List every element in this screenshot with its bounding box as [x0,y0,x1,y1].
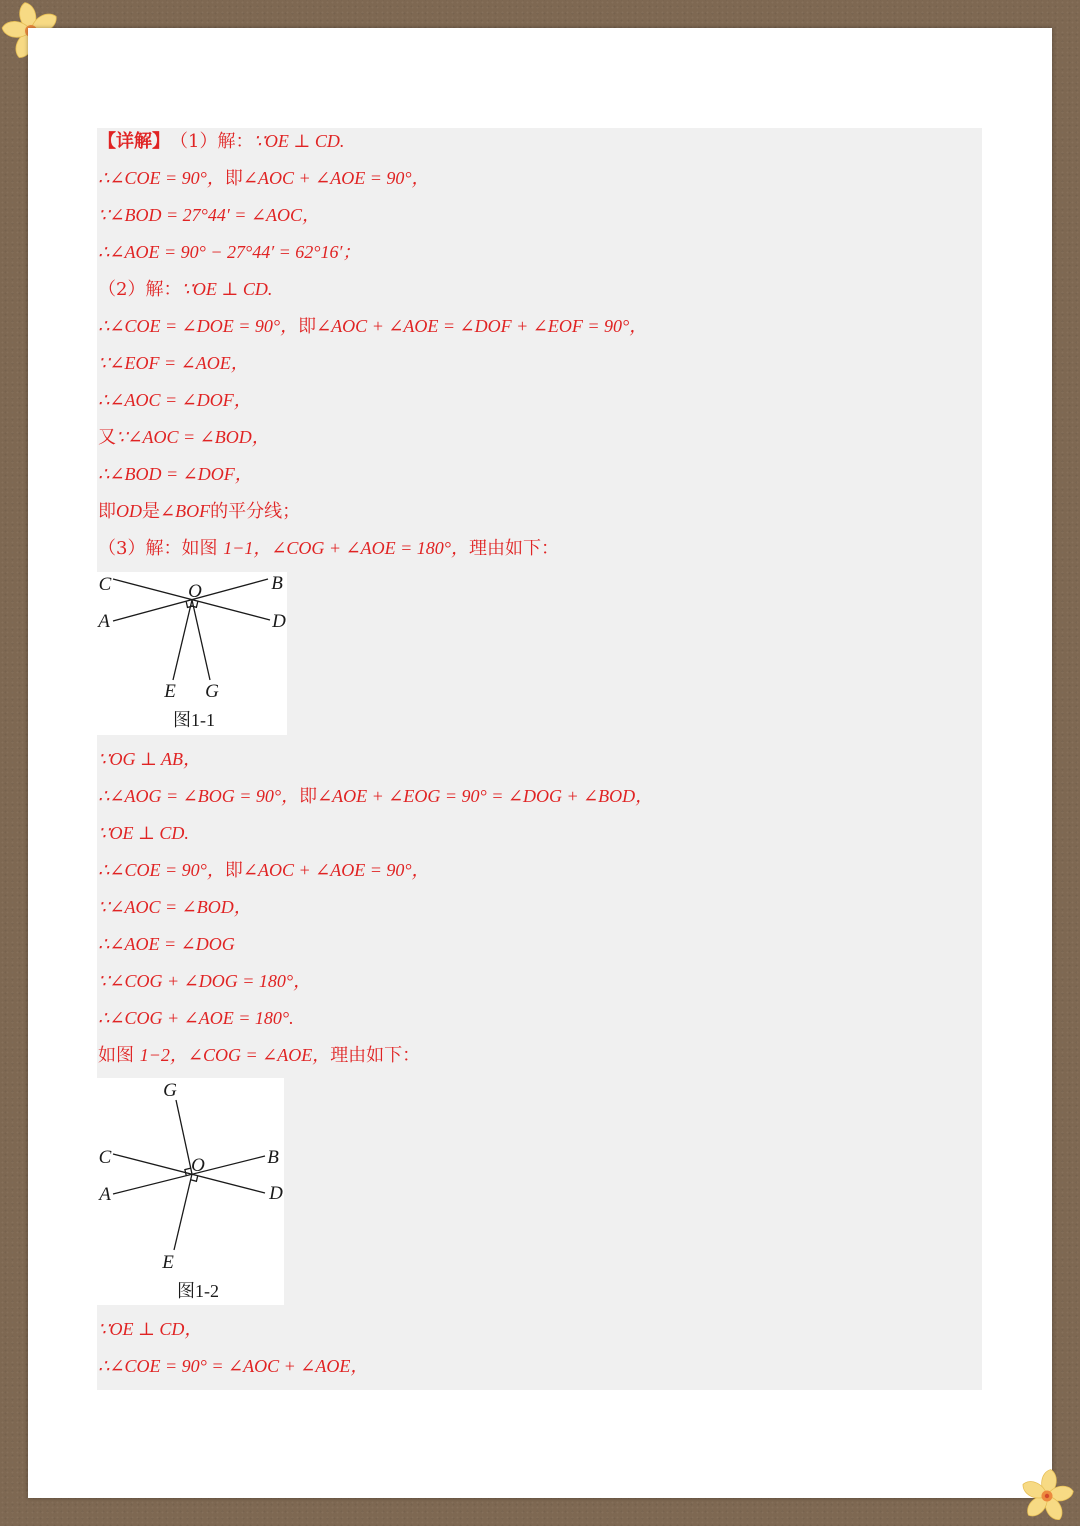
solution-line-23 [98,1348,978,1385]
point-label-b: B [271,573,283,594]
math-expression: ∵OE ⊥ CD， [98,1318,203,1339]
figure-caption: 图1-1 [173,710,215,730]
math-expression: ∴∠COG + ∠AOE = 180°. [98,1007,294,1028]
math-expression: ∴∠AOC = ∠DOF， [98,389,252,410]
point-label-o: O [191,1155,205,1176]
ray-og [176,1100,192,1174]
solution-line-1 [98,123,978,160]
math-expression: ∠AOC + ∠AOE = 90°， [242,859,430,880]
ray-oe [173,600,192,680]
step-label: （3）解：如图 [98,537,224,559]
point-label-a: A [98,611,110,632]
point-label-d: D [272,611,286,632]
math-expression: ∴∠COE = 90° = ∠AOC + ∠AOE， [98,1355,369,1376]
figure-1-2-diagram [97,1078,284,1305]
math-expression: ∴∠AOE = ∠DOG [98,933,235,954]
solution-content [98,123,978,1385]
point-label-o: O [188,581,202,602]
math-expression: ∵OG ⊥ AB， [98,748,202,769]
math-expression: ∵OE ⊥ CD. [253,130,345,151]
chinese-text: 即 [224,167,243,189]
solution-line-12 [98,530,978,567]
math-expression: ∴∠COE = ∠DOE = 90°， [98,315,299,336]
ray-oe [174,1174,192,1250]
chinese-text: 的平分线； [210,500,301,522]
solution-line-19 [98,963,978,1000]
math-expression: ∴∠COE = 90°， [98,167,225,188]
solution-line-6 [98,308,978,345]
point-label-g: G [205,681,219,702]
figure-1-1-diagram [97,572,287,735]
point-label-a: A [99,1184,111,1205]
figure-caption: 图1-2 [177,1281,219,1301]
solution-line-17 [98,889,978,926]
solution-line-15 [98,815,978,852]
solution-line-2 [98,160,978,197]
solution-line-13 [98,741,978,778]
solution-line-20 [98,1000,978,1037]
math-expression: ∴∠BOD = ∠DOF， [98,463,253,484]
point-label-b: B [267,1147,279,1168]
point-label-e: E [164,681,176,702]
solution-line-8 [98,382,978,419]
flower-pistil [1045,1494,1049,1498]
chinese-text: 理由如下： [468,537,559,559]
math-expression: ∠AOC + ∠AOE = 90°， [242,167,430,188]
math-expression: ∠AOE + ∠EOG = 90° = ∠DOG + ∠BOD， [317,785,654,806]
solution-line-18 [98,926,978,963]
solution-line-11 [98,493,978,530]
solution-line-4 [98,234,978,271]
math-expression: ∵∠EOF = ∠AOE， [98,352,249,373]
point-label-g: G [163,1080,177,1101]
math-expression: ∵∠COG + ∠DOG = 180°， [98,970,312,991]
solution-line-16 [98,852,978,889]
step-label: （2）解： [98,278,182,300]
solution-line-5 [98,271,978,308]
solution-line-10 [98,456,978,493]
math-expression: ∴∠COE = 90°， [98,859,225,880]
step-label: （1）解： [170,130,254,152]
math-expression: ∠AOC + ∠AOE = ∠DOF + ∠EOF = 90°， [316,315,648,336]
solution-line-21 [98,1037,978,1074]
chinese-text: 即 [298,315,317,337]
chinese-text: 如图 [98,1044,140,1066]
chinese-text: 又 [98,426,116,448]
math-expression: ∵OE ⊥ CD. [181,278,273,299]
chinese-text: 即 [224,859,243,881]
solution-line-14 [98,778,978,815]
math-expression: ∵∠AOC = ∠BOD， [98,896,252,917]
math-expression: ∵∠AOC = ∠BOD， [116,426,270,447]
solution-line-22 [98,1311,978,1348]
math-expression: ∵OE ⊥ CD. [98,822,189,843]
chinese-text: 即 [299,785,318,807]
math-expression: OD [116,500,142,521]
chinese-text: 理由如下： [330,1044,421,1066]
solution-line-3 [98,197,978,234]
point-label-d: D [269,1183,283,1204]
figure-1-2 [97,1078,284,1305]
math-expression: ∵∠BOD = 27°44′ = ∠AOC， [98,204,321,225]
chinese-text: 是 [142,500,160,522]
point-label-c: C [98,574,112,595]
flower-petals [1020,1469,1075,1523]
point-label-c: C [98,1147,112,1168]
ray-og [192,600,210,680]
solution-line-9 [98,419,978,456]
solution-line-7 [98,345,978,382]
math-expression: 1−2，∠COG = ∠AOE， [139,1044,331,1065]
flower-decoration-bottom-right [1017,1467,1077,1525]
point-label-e: E [162,1252,174,1273]
math-expression: 1−1，∠COG + ∠AOE = 180°， [223,537,469,558]
math-expression: ∴∠AOE = 90° − 27°44′ = 62°16′； [98,241,361,262]
math-expression: ∠BOF [160,500,211,521]
figure-1-1 [97,572,287,735]
detail-heading: 【详解】 [98,130,170,152]
math-expression: ∴∠AOG = ∠BOG = 90°， [98,785,300,806]
chinese-text: 即 [98,500,116,522]
